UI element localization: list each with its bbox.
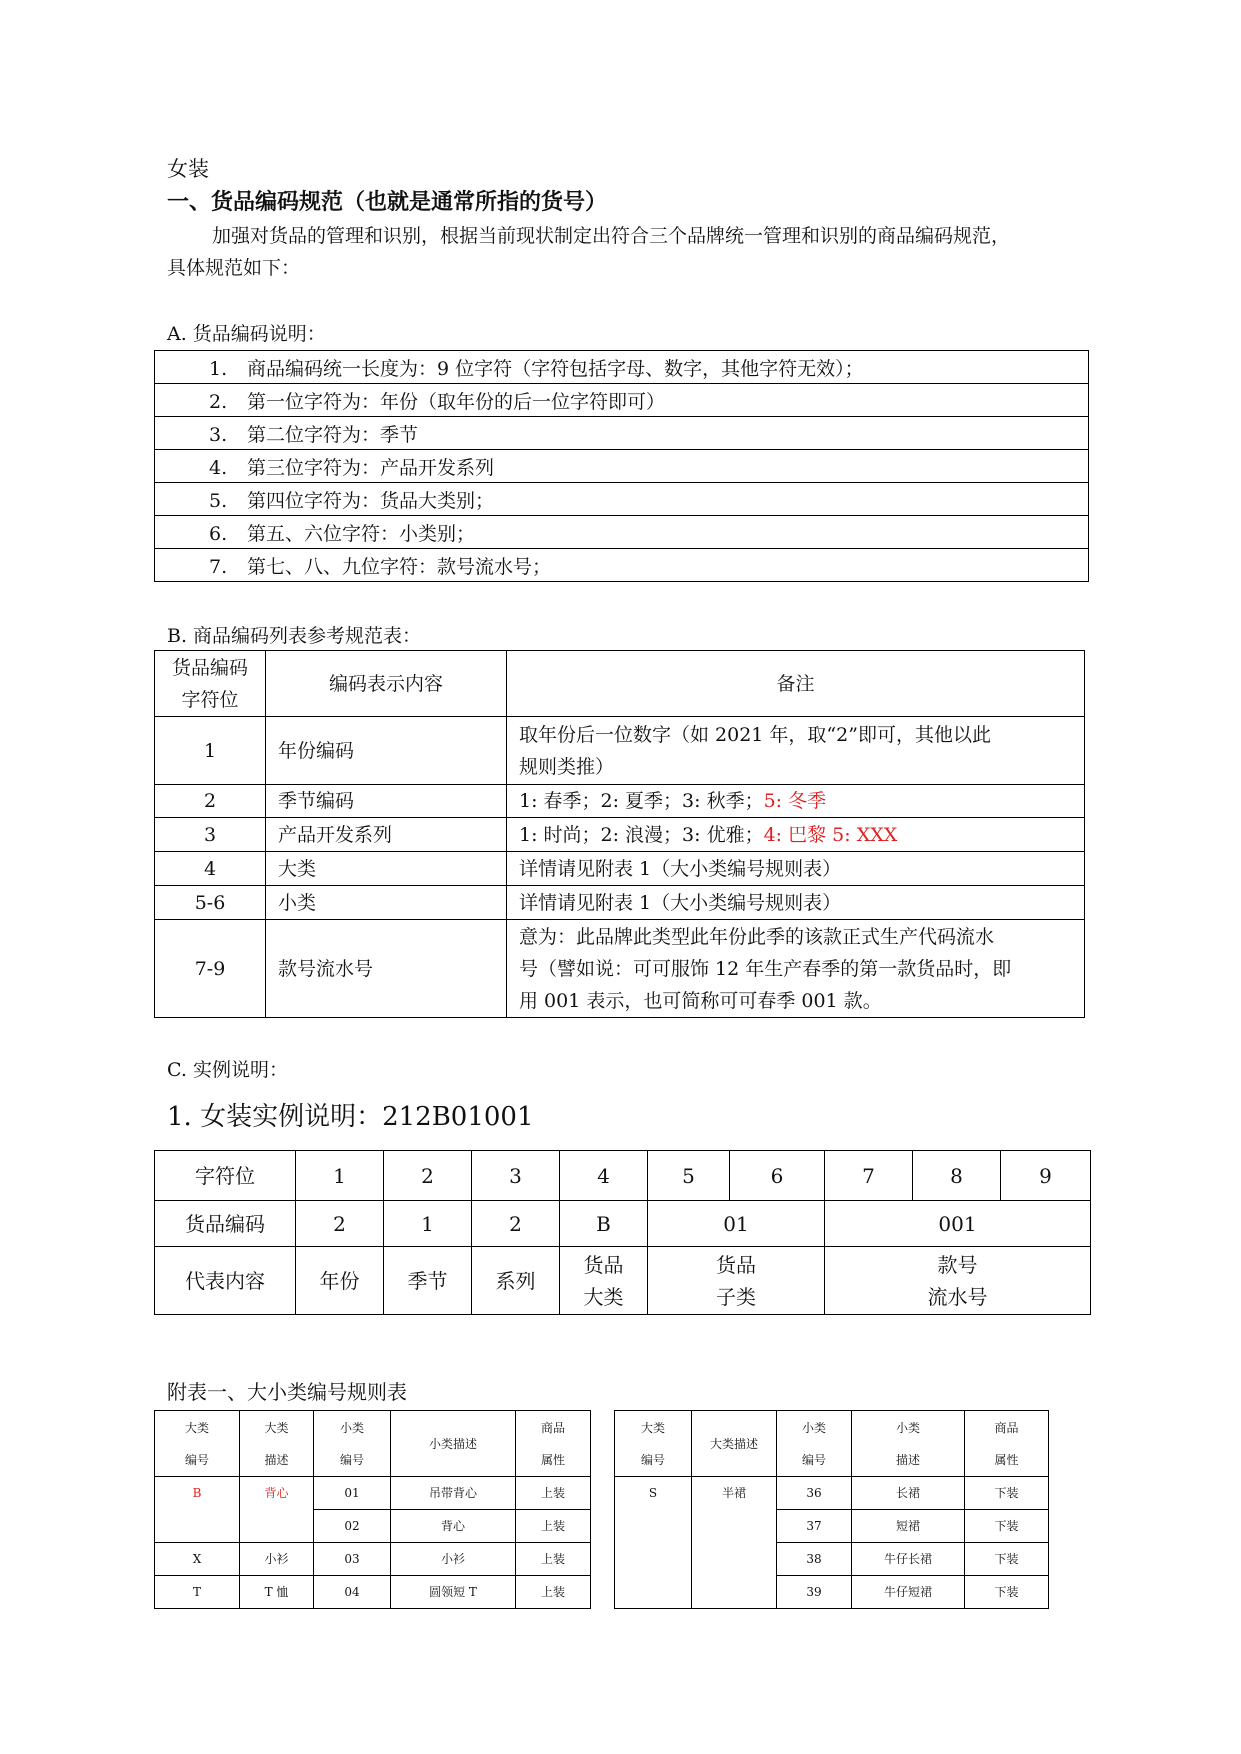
code-cell: 2 (472, 1201, 560, 1247)
cell-remark: 1: 时尚；2: 浪漫；3: 优雅；4: 巴黎 5: XXX (507, 818, 1085, 852)
major-desc: T 恤 (240, 1576, 314, 1609)
major-no: X (155, 1543, 240, 1576)
code-cell: B (560, 1201, 648, 1247)
row-label: 货品编码 (155, 1201, 296, 1247)
position-cell: 1 (296, 1151, 384, 1201)
cell-position: 2 (155, 785, 266, 818)
rule-text: 第七、八、九位字符：款号流水号； (247, 555, 552, 578)
header-remark: 备注 (507, 651, 1085, 717)
rule-number: 4. (209, 456, 228, 479)
table-row (155, 1543, 591, 1576)
cell-position: 3 (155, 818, 266, 852)
header-attr: 商品 属性 (965, 1411, 1049, 1477)
rule-text: 第四位字符为：货品大类别； (247, 489, 495, 512)
coding-rules-table (154, 350, 1089, 582)
rule-number: 1. (209, 357, 228, 380)
table-row (155, 852, 1085, 886)
rule-row (155, 417, 1089, 450)
position-cell: 4 (560, 1151, 648, 1201)
table-row (155, 717, 1085, 785)
header-major-desc: 大类 描述 (240, 1411, 314, 1477)
attr: 下装 (965, 1543, 1049, 1576)
minor-no: 37 (777, 1510, 852, 1543)
minor-no: 38 (777, 1543, 852, 1576)
header-minor-desc: 小类 描述 (852, 1411, 965, 1477)
intro-line-1: 加强对货品的管理和识别，根据当前现状制定出符合三个品牌统一管理和识别的商品编码规范， (212, 225, 1011, 247)
minor-desc: 牛仔长裙 (852, 1543, 965, 1576)
rule-number: 2. (209, 390, 228, 413)
rule-row (155, 516, 1089, 549)
minor-desc: 小衫 (391, 1543, 516, 1576)
table-row (155, 1510, 591, 1543)
meaning-cell: 货品 子类 (648, 1247, 825, 1315)
rule-text: 第二位字符为：季节 (247, 423, 419, 446)
table-header-row (155, 651, 1085, 717)
major-desc (240, 1510, 314, 1543)
table-header-row (155, 1411, 591, 1477)
highlight-text: 4: 巴黎 5: XXX (763, 823, 898, 846)
attr: 上装 (516, 1576, 591, 1609)
meaning-cell: 年份 (296, 1247, 384, 1315)
cell-remark: 意为：此品牌此类型此年份此季的该款正式生产代码流水 号（譬如说：可可服饰 12 年生产春季的第一款货品时，即 用 001 表示，也可简称可可春季 001 款。 (507, 920, 1085, 1018)
cell-content: 大类 (266, 852, 507, 886)
example-table (154, 1150, 1091, 1315)
cell-position: 4 (155, 852, 266, 886)
row-label: 代表内容 (155, 1247, 296, 1315)
minor-desc: 短裙 (852, 1510, 965, 1543)
cell-position: 5-6 (155, 886, 266, 920)
row-label: 字符位 (155, 1151, 296, 1201)
meaning-cell: 货品 大类 (560, 1247, 648, 1315)
table-row (155, 886, 1085, 920)
code-cell: 01 (648, 1201, 825, 1247)
header-minor-no: 小类 编号 (777, 1411, 852, 1477)
rule-number: 7. (209, 555, 228, 578)
rule-row (155, 549, 1089, 582)
table-row (615, 1477, 1049, 1510)
position-cell: 6 (730, 1151, 825, 1201)
table-row (155, 1247, 1091, 1315)
table-row (155, 1477, 591, 1510)
rule-row (155, 450, 1089, 483)
cell-content: 年份编码 (266, 717, 507, 785)
rule-row (155, 483, 1089, 516)
intro-line-2: 具体规范如下： (167, 257, 301, 279)
cell-remark: 详情请见附表 1（大小类编号规则表） (507, 886, 1085, 920)
table-row (155, 1201, 1091, 1247)
meaning-cell: 季节 (384, 1247, 472, 1315)
minor-desc: 吊带背心 (391, 1477, 516, 1510)
rule-text: 第五、六位字符：小类别； (247, 522, 476, 545)
position-cell: 2 (384, 1151, 472, 1201)
header-attr: 商品 属性 (516, 1411, 591, 1477)
section-title: 一、货品编码规范（也就是通常所指的货号） (167, 189, 608, 215)
major-no: S (615, 1477, 692, 1609)
section-b-title: B. 商品编码列表参考规范表： (167, 625, 422, 647)
rule-row (155, 384, 1089, 417)
minor-no: 03 (314, 1543, 391, 1576)
code-cell: 2 (296, 1201, 384, 1247)
coding-reference-table (154, 650, 1085, 1018)
attr: 上装 (516, 1543, 591, 1576)
table-row (155, 785, 1085, 818)
header-major-no: 大类 编号 (615, 1411, 692, 1477)
appendix-title: 附表一、大小类编号规则表 (167, 1380, 407, 1404)
header-position: 货品编码 字符位 (155, 651, 266, 717)
cell-position: 1 (155, 717, 266, 785)
section-c-title: C. 实例说明： (167, 1059, 288, 1081)
position-cell: 7 (825, 1151, 913, 1201)
attr: 下装 (965, 1477, 1049, 1510)
header-major-no: 大类 编号 (155, 1411, 240, 1477)
appendix-left-table (154, 1410, 591, 1609)
code-cell: 001 (825, 1201, 1091, 1247)
major-desc: 半裙 (692, 1477, 777, 1609)
attr: 下装 (965, 1576, 1049, 1609)
attr: 上装 (516, 1477, 591, 1510)
minor-desc: 牛仔短裙 (852, 1576, 965, 1609)
cell-content: 产品开发系列 (266, 818, 507, 852)
example-title: 1. 女装实例说明：212B01001 (167, 1102, 534, 1132)
position-cell: 3 (472, 1151, 560, 1201)
cell-remark: 取年份后一位数字（如 2021 年，取“2”即可，其他以此 规则类推） (507, 717, 1085, 785)
rule-row (155, 351, 1089, 384)
attr: 上装 (516, 1510, 591, 1543)
minor-desc: 背心 (391, 1510, 516, 1543)
appendix-right-table (614, 1410, 1049, 1609)
minor-no: 02 (314, 1510, 391, 1543)
position-cell: 5 (648, 1151, 730, 1201)
minor-no: 36 (777, 1477, 852, 1510)
table-row (155, 1151, 1091, 1201)
header-minor-desc: 小类描述 (391, 1411, 516, 1477)
highlight-text: 5: 冬季 (763, 790, 827, 812)
cell-content: 款号流水号 (266, 920, 507, 1018)
cell-position: 7-9 (155, 920, 266, 1018)
cell-content: 小类 (266, 886, 507, 920)
minor-no: 01 (314, 1477, 391, 1510)
major-desc: 小衫 (240, 1543, 314, 1576)
table-row (155, 920, 1085, 1018)
position-cell: 9 (1001, 1151, 1091, 1201)
table-row (155, 1576, 591, 1609)
cell-remark: 详情请见附表 1（大小类编号规则表） (507, 852, 1085, 886)
rule-text: 第一位字符为：年份（取年份的后一位字符即可） (247, 390, 666, 413)
cell-remark: 1: 春季；2: 夏季；3: 秋季；5: 冬季 (507, 785, 1085, 818)
minor-desc: 圆领短 T (391, 1576, 516, 1609)
major-no (155, 1510, 240, 1543)
position-cell: 8 (913, 1151, 1001, 1201)
header-content: 编码表示内容 (266, 651, 507, 717)
rule-number: 3. (209, 423, 228, 446)
major-no: B (155, 1477, 240, 1510)
category-label: 女装 (167, 157, 209, 181)
attr: 下装 (965, 1510, 1049, 1543)
major-desc: 背心 (240, 1477, 314, 1510)
rule-text: 第三位字符为：产品开发系列 (247, 456, 495, 479)
minor-no: 04 (314, 1576, 391, 1609)
section-a-title: A. 货品编码说明： (167, 323, 326, 345)
minor-no: 39 (777, 1576, 852, 1609)
cell-content: 季节编码 (266, 785, 507, 818)
table-row (155, 818, 1085, 852)
rule-number: 6. (209, 522, 228, 545)
code-cell: 1 (384, 1201, 472, 1247)
meaning-cell: 系列 (472, 1247, 560, 1315)
rule-number: 5. (209, 489, 228, 512)
major-no: T (155, 1576, 240, 1609)
minor-desc: 长裙 (852, 1477, 965, 1510)
rule-text: 商品编码统一长度为：9 位字符（字符包括字母、数字，其他字符无效）； (247, 357, 864, 380)
table-header-row (615, 1411, 1049, 1477)
header-minor-no: 小类 编号 (314, 1411, 391, 1477)
meaning-cell: 款号 流水号 (825, 1247, 1091, 1315)
header-major-desc: 大类描述 (692, 1411, 777, 1477)
